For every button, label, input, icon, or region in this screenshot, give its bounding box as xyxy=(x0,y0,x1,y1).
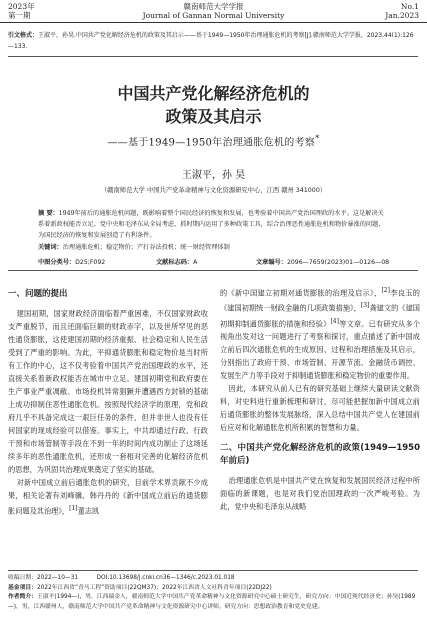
article-subtitle xyxy=(0,133,427,148)
header-date: Jan.2023 xyxy=(385,10,419,20)
doc-label: 文献标志码： xyxy=(156,259,194,266)
paragraph-5: 治理通胀危机是中国共产党在恢复和发展国民经济过程中所面临的新课题，也是对我们党治国理政的一次严峻考验。为此，党中央和毛泽东从战略 xyxy=(220,476,420,512)
keywords xyxy=(38,242,390,251)
abstract xyxy=(38,208,390,241)
paragraph-3-c: 龚建文的《建国初期抑制通货膨胀的措施和经验》 xyxy=(220,303,420,329)
doi: DOI:10.13698/j.cnki.cn36—1346/c.2023.01.018 xyxy=(96,575,235,581)
paragraph-2-end: 董志凯 xyxy=(77,506,100,516)
document-code xyxy=(156,257,197,266)
paragraph-3 xyxy=(220,284,420,382)
received-date: 收稿日期：2022—10—31 xyxy=(8,575,79,581)
paragraph-3-d: 等文章。已有研究从多个视角出发对这一问题进行了考察和探讨，重点描述了新中国成立前后四次通胀危机的生成原因、过程和治理措施及其启示，分别指出了政府干预、市场管制、开源节流、金融货币调控、发展生产力等手段对于抑制通货膨胀和稳定物价的重要作用。 xyxy=(220,319,420,381)
subtitle-text: ——基于1949—1950年治理通胀危机的考察 xyxy=(107,137,316,149)
paragraph-1: 建国初期，国家财政经济面临着严重困难，不仅国家财政收支严重脱节，而且还面临巨额的财政赤字，以及世所罕见的恶性通货膨胀，这使建国初期的经济重振、社会稳定和人民生活受到了严重的影响。为此，平抑通货膨胀和稳定物价是当时所有工作的中心，这不仅考验着中国共产党治国理政的水平，还直接关系着新政权能否在城市中立足。建国初期党和政府要在生产事业严重凋敝、市场投机异常猖獗并遭遇西方封锁的基础上成功抑制住恶性通胀危机。按照现代经济学的原理，党和政府几乎不具备完成这一艰巨任务的条件，但并非世人也没有任何国家的现成经验可以借鉴。事实上，中共却通过行政、行政干预和市场管制等手段在不到一年的时间内成功制止了这场延续多年的恶性通胀危机，还形成一套相对完善的化解经济危机的思想，为巩固共治理成果奠定了坚实的基础。 xyxy=(8,309,208,474)
journal-name-cn: 赣南师范大学学报 xyxy=(183,2,244,11)
fund-label: 基金项目： xyxy=(8,584,37,591)
header-center xyxy=(0,3,427,20)
title-line-2: 政策及其启示 xyxy=(165,107,262,126)
divider-top xyxy=(8,56,418,57)
article-title xyxy=(0,82,427,128)
keywords-label: 关键词： xyxy=(38,244,63,251)
bio-text-1: 王淑平(1994—)，男，江西瑞金人，赣南师范大学中国共产党革命精神与文化资源研究中心硕士研究生，研究方向：中国近现代经济史；孙昊(1989—)，男，江西赣州人， xyxy=(8,594,416,610)
ref-2: [2] xyxy=(381,287,390,294)
paragraph-4: 因此，本研究从前人已有的研究基础上继续大量研读文献资料，对史料进行重新梳理和研讨，尽可能把握加新中国成立前后通货膨胀的整体发展脉络，深入总结中国共产党人在建国前后应对和化解通胀危机所积累的智慧和力量。 xyxy=(220,384,420,433)
section-heading-1: 一、问题的提出 xyxy=(8,289,68,299)
keywords-text: 治理通胀危机；稳定物价；产打谷法投机；统一财经管理体制 xyxy=(62,244,230,251)
header-issue: 第一期 xyxy=(8,10,31,20)
footnote-received-doi xyxy=(8,574,418,584)
footnotes xyxy=(8,570,418,612)
id-value: 2096—7659(2023)01—0126—08 xyxy=(286,259,390,266)
header-year: 2023年 xyxy=(8,2,35,11)
abstract-label: 摘 要： xyxy=(38,210,59,217)
article-number xyxy=(256,257,389,266)
subtitle-footnote-mark: * xyxy=(315,133,320,143)
footnote-bio xyxy=(8,593,418,612)
running-header xyxy=(0,0,427,23)
body-column-right xyxy=(220,284,420,513)
clc-label: 中图分类号： xyxy=(38,259,76,266)
paragraph-3-b: 李良玉的《建国初期统一财政金融的几项政策措施》， xyxy=(220,288,420,313)
bio-text-2: 赣南师范大学中国共产党革命精神与文化资源研究中心讲师，研究方向：思想政治教育和党史党建。 xyxy=(68,603,324,610)
citation-label: 引文格式： xyxy=(8,32,39,39)
clc-value: D25;F092 xyxy=(75,259,106,266)
ref-4: [4] xyxy=(330,317,339,325)
paragraph-2-text: 对新中国成立前后通胀危机的研究，目前学术界贡献不少成果，相关论著有刘峰骥、韩丹丹的《新中国成立前后的通货膨胀问题及其治理》， xyxy=(8,478,208,516)
title-line-1: 中国共产党化解经济危机的 xyxy=(117,84,310,103)
header-right xyxy=(385,3,419,20)
journal-name-en: Journal of Gannan Normal University xyxy=(142,10,285,20)
citation-format xyxy=(8,30,418,52)
id-label: 文章编号： xyxy=(256,259,287,266)
author-affiliation: （赣南师范大学 中国共产党革命精神与文化资源研究中心，江西 赣州 341000） xyxy=(100,187,327,194)
bio-label: 作者简介： xyxy=(8,594,37,600)
paragraph-2 xyxy=(8,476,208,517)
ref-3: [3] xyxy=(360,302,370,310)
paragraph-3-text: 的《新中国建立初期对通货膨胀的治理及启示》， xyxy=(220,288,382,298)
ref-1: [1] xyxy=(69,505,78,512)
footnote-fund xyxy=(8,584,418,594)
section-heading-2: 二、中国共产党化解经济危机的政策(1949—1950年前后) xyxy=(220,443,420,467)
fund-text: 2022年江西省“青马工程”资助项目(22QM37)；2022年江西省人文社科青年项目(22DJ22) xyxy=(37,584,272,591)
clc-number xyxy=(38,257,105,266)
citation-text: 王淑平，孙昊.中国共产党化解经济危机的政策及其启示——基于1949—1950年治理通胀危机的考察[J].赣南师范大学学报，2023,44(1):126—133. xyxy=(8,32,414,50)
article-authors: 王淑平，孙 昊 xyxy=(181,170,246,181)
header-number: No.1 xyxy=(400,2,419,11)
body-column-left xyxy=(8,284,208,517)
doc-value: A xyxy=(193,259,198,266)
abstract-text: 1949年前后的通胀危机问题，既影响着整个国民经济的恢复和发展，也考验着中国共产党治国理政的水平。这是解决关系着新政权能否立足。党中央和毛泽东从全局考虑，抓时期内运用了多种政策工具，综合治理恶性通胀危机和物价暴涨的问题，为国民经济的恢复和发展创造了有利条件。 xyxy=(38,210,385,239)
divider-body xyxy=(8,270,418,271)
